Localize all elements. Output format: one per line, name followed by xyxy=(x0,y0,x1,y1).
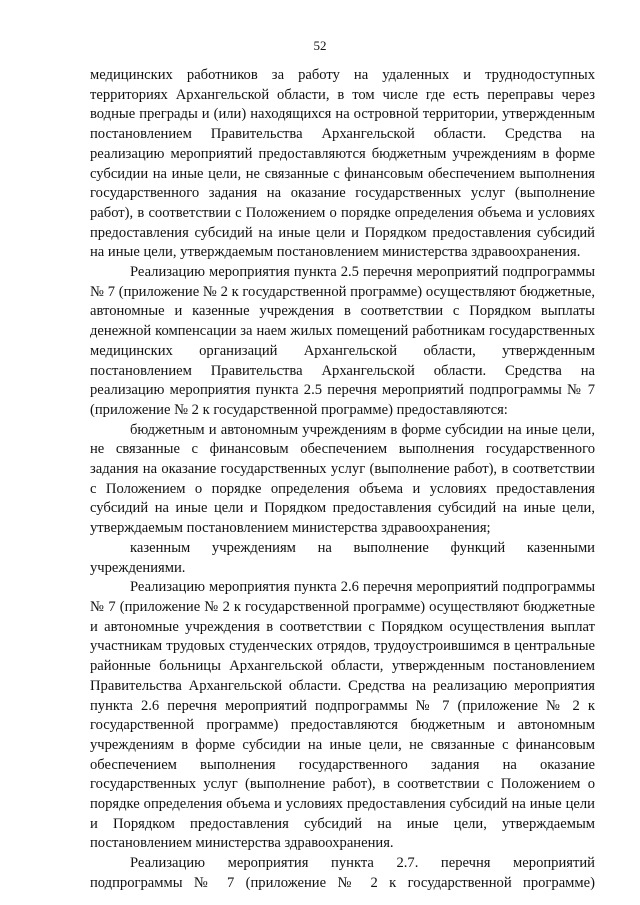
paragraph: медицинских работников за работу на удаленных и труднодоступных территориях Архангельской области, в том числе где есть переправы через водные преграды и (или) находящихся на островной территории, утвержденным постановлением Правительства Архангельской области. Средства на реализацию мероприятий предоставляются бюджетным учреждениям в форме субсидии на иные цели, не связанные с финансовым обеспечением выполнения государственного задания на оказание государственных услуг (выполнение работ), в соответствии с Положением о порядке определения объема и условиях предоставления субсидий на иные цели и Порядком предоставления субсидий на иные цели, утверждаемым постановлением министерства здравоохранения. xyxy=(90,67,595,261)
paragraph: бюджетным и автономным учреждениям в форме субсидии на иные цели, не связанные с финансовым обеспечением выполнения государственного задания на оказание государственных услуг (выполнение работ), в соответствии с Положением о порядке определения объема и условиях предоставления субсидий на иные цели и Порядком предоставления субсидий на иные цели, утверждаемым постановлением министерства здравоохранения; xyxy=(90,421,595,537)
paragraph: Реализацию мероприятия пункта 2.5 перечня мероприятий подпрограммы № 7 (приложение № 2 к государственной программе) осуществляют бюджетные, автономные и казенные учреждения в соответствии с Порядком выплаты денежной компенсации за наем жилых помещений работникам государственных медицинских организаций Архангельской области, утвержденным постановлением Правительства Архангельской области. Средства на реализацию мероприятия пункта 2.5 перечня мероприятий подпрограммы № 7 (приложение № 2 к государственной программе) предоставляются: xyxy=(90,264,595,418)
paragraph: Реализацию мероприятия пункта 2.7. перечня мероприятий подпрограммы № 7 (приложение № 2 к государственной программе) xyxy=(90,855,595,891)
paragraph: Реализацию мероприятия пункта 2.6 перечня мероприятий подпрограммы № 7 (приложение № 2 к государственной программе) осуществляют бюджетные и автономные учреждения в соответствии с Порядком осуществления выплат участникам трудовых студенческих отрядов, трудоустроившимся в центральные районные больницы Архангельской области, утвержденным постановлением Правительства Архангельской области. Средства на реализацию мероприятия пункта 2.6 перечня мероприятий подпрограммы № 7 (приложение № 2 к государственной программе) предоставляются бюджетным и автономным учреждениям в форме субсидии на иные цели, не связанные с финансовым обеспечением выполнения государственного задания на оказание государственных услуг (выполнение работ), в соответствии с Положением о порядке определения объема и условиях предоставления субсидий на иные цели и Порядком предоставления субсидий на иные цели, утверждаемым постановлением министерства здравоохранения. xyxy=(90,579,595,852)
document-body xyxy=(90,66,595,894)
page-number: 52 xyxy=(313,38,327,53)
paragraph: казенным учреждениям на выполнение функций казенными учреждениями. xyxy=(90,539,595,576)
